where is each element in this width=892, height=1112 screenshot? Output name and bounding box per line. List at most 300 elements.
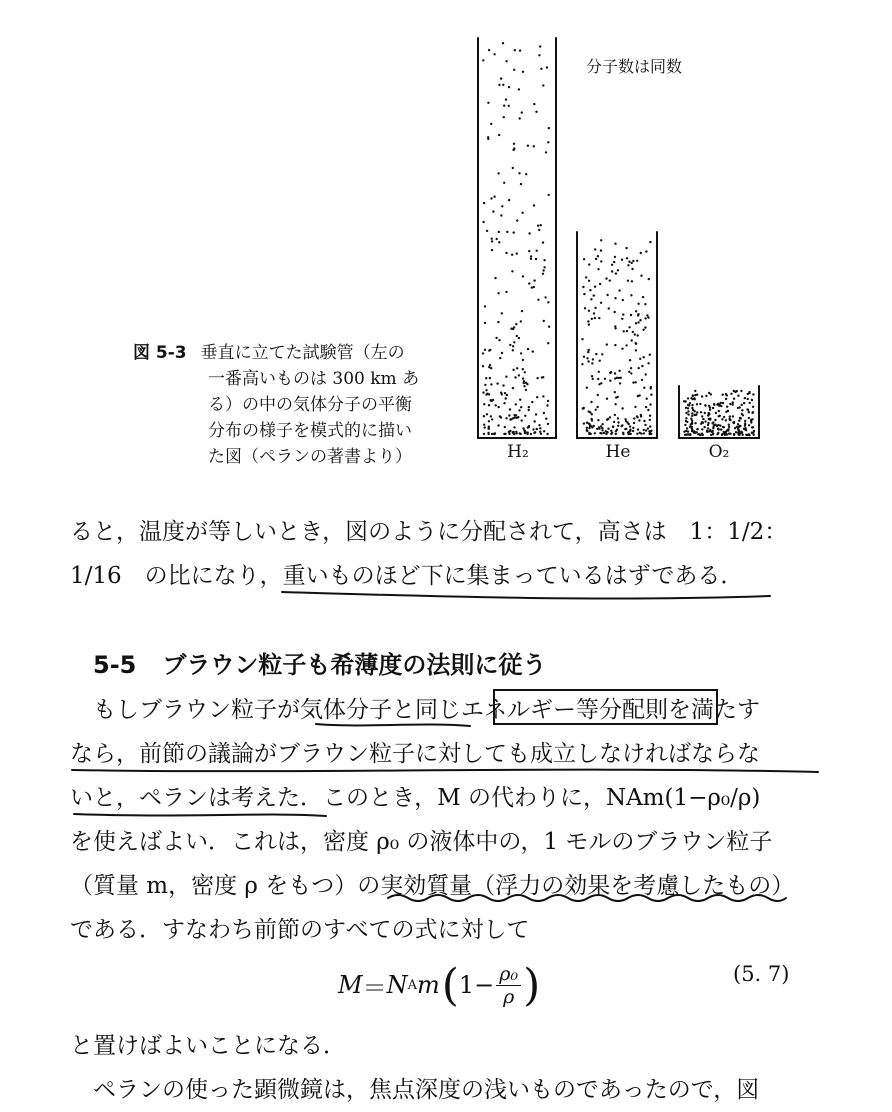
molecule-dot [511, 270, 513, 272]
molecule-dot [617, 417, 619, 419]
molecule-dot [638, 419, 640, 421]
molecule-dot [588, 310, 590, 312]
molecule-dot [499, 357, 501, 359]
molecule-dot [618, 289, 620, 291]
molecule-dot [627, 433, 629, 435]
molecule-dot [647, 409, 649, 411]
molecule-dot [712, 433, 714, 435]
molecule-dot [483, 415, 485, 417]
eq-m: m [416, 971, 440, 999]
molecule-dot [700, 411, 702, 413]
molecule-dot [701, 428, 703, 430]
molecule-dot [499, 415, 501, 417]
molecule-dot [593, 425, 595, 427]
molecule-dot [512, 369, 514, 371]
molecule-dot [518, 172, 520, 174]
molecule-dot [686, 421, 688, 423]
molecule-dot [531, 401, 533, 403]
molecule-dot [601, 429, 603, 431]
molecule-dot [632, 381, 634, 383]
molecule-dot [689, 426, 691, 428]
molecule-dot [588, 423, 590, 425]
molecule-dot [532, 350, 534, 352]
molecule-dot [547, 342, 549, 344]
molecule-dot [642, 329, 644, 331]
molecule-dot [487, 136, 489, 138]
molecule-dot [505, 60, 507, 62]
gas-label-o2: O₂ [708, 442, 730, 462]
molecule-dot [718, 405, 720, 407]
body-text-line: ると，温度が等しいとき，図のように分配されて，高さは 1：1/2： [70, 519, 788, 545]
molecule-dot [509, 344, 511, 346]
molecule-dot [711, 422, 713, 424]
molecule-dot [516, 219, 518, 221]
molecule-dot [488, 420, 490, 422]
molecule-dot [528, 409, 530, 411]
molecule-dot [521, 212, 523, 214]
molecule-dot [493, 53, 495, 55]
molecule-dot [495, 337, 497, 339]
molecule-dot [498, 406, 500, 408]
molecule-dot [533, 145, 535, 147]
molecule-dot [493, 433, 495, 435]
molecule-dot [590, 425, 592, 427]
molecule-dot [737, 432, 739, 434]
eq-equals: ＝ [362, 973, 387, 1002]
molecule-dot [594, 317, 596, 319]
molecule-dot [635, 342, 637, 344]
molecule-dot [636, 260, 638, 262]
molecule-dot [649, 241, 651, 243]
molecule-dot [591, 362, 593, 364]
molecule-dot [702, 434, 704, 436]
molecule-dot [702, 418, 704, 420]
molecule-dot [541, 376, 543, 378]
molecule-dot [649, 354, 651, 356]
molecule-dot [723, 416, 725, 418]
molecule-dot [498, 339, 500, 341]
molecule-dot [614, 327, 616, 329]
eq-lhs: M [338, 971, 363, 999]
molecule-dot [598, 428, 600, 430]
molecule-dot [513, 426, 515, 428]
molecule-dot [588, 432, 590, 434]
molecule-dot [741, 404, 743, 406]
molecule-dot [642, 296, 644, 298]
molecule-dot [518, 88, 520, 90]
molecule-dot [691, 415, 693, 417]
molecule-dot [542, 269, 544, 271]
molecule-dot [597, 419, 599, 421]
molecule-dot [648, 430, 650, 432]
molecule-dot [613, 421, 615, 423]
molecule-dot [643, 387, 645, 389]
molecule-dot [632, 331, 634, 333]
molecule-dot [597, 378, 599, 380]
molecule-dot [490, 383, 492, 385]
molecule-dot [646, 398, 648, 400]
eq-na: N [386, 971, 408, 999]
molecule-dot [546, 404, 548, 406]
molecule-dot [501, 393, 503, 395]
molecule-dot [686, 433, 688, 435]
molecule-dot [730, 393, 732, 395]
molecule-dot [643, 420, 645, 422]
molecule-dot [498, 231, 500, 233]
molecule-dot [737, 423, 739, 425]
molecule-dot [508, 431, 510, 433]
molecule-dot [583, 293, 585, 295]
eq-paren-open: ( [441, 959, 459, 1011]
molecule-dot [610, 433, 612, 435]
molecule-dot [539, 427, 541, 429]
molecule-dot [548, 194, 550, 196]
molecule-dot [631, 268, 633, 270]
molecule-dot [645, 250, 647, 252]
molecule-dot [737, 407, 739, 409]
molecule-dot [493, 196, 495, 198]
molecule-dot [732, 401, 734, 403]
molecule-dot [502, 42, 504, 44]
molecule-dot [503, 105, 505, 107]
molecule-dot [619, 382, 621, 384]
molecule-dot [744, 425, 746, 427]
molecule-dot [497, 424, 499, 426]
molecule-dot [514, 49, 516, 51]
section-title: ブラウン粒子も希薄度の法則に従う [162, 651, 547, 679]
molecule-dot [530, 258, 532, 260]
molecule-dot [585, 276, 587, 278]
molecule-dot [601, 353, 603, 355]
molecule-dot [543, 266, 545, 268]
molecule-dot [650, 394, 652, 396]
molecule-dot [743, 428, 745, 430]
eq-fraction [496, 963, 521, 1008]
molecule-dot [694, 390, 696, 392]
molecule-dot [533, 103, 535, 105]
molecule-dot [738, 425, 740, 427]
molecule-dot [718, 410, 720, 412]
figure-caption [133, 340, 453, 470]
molecule-dot [615, 396, 617, 398]
molecule-dot [621, 424, 623, 426]
molecule-dot [733, 398, 735, 400]
molecule-dot [540, 68, 542, 70]
molecule-dot [718, 415, 720, 417]
molecule-dot [482, 59, 484, 61]
molecule-dot [587, 351, 589, 353]
molecule-dot [519, 399, 521, 401]
molecule-dot [519, 432, 521, 434]
molecule-dot [547, 423, 549, 425]
molecule-dot [482, 352, 484, 354]
molecule-dot [614, 403, 616, 405]
molecule-dot [501, 312, 503, 314]
molecule-dot [615, 433, 617, 435]
molecule-dot [606, 398, 608, 400]
eq-na-sub: A [407, 977, 417, 993]
molecule-dot [639, 358, 641, 360]
molecule-dot [506, 231, 508, 233]
molecule-dot [609, 279, 611, 281]
molecule-dot [525, 389, 527, 391]
molecule-dot [588, 280, 590, 282]
molecule-dot [523, 385, 525, 387]
molecule-dot [645, 373, 647, 375]
molecule-dot [486, 230, 488, 232]
molecule-dot [694, 431, 696, 433]
molecule-dot [605, 277, 607, 279]
molecule-dot [640, 433, 642, 435]
molecule-dot [524, 415, 526, 417]
molecule-dot [641, 379, 643, 381]
molecule-dot [591, 419, 593, 421]
molecule-dot [535, 258, 537, 260]
molecule-dot [686, 427, 688, 429]
molecule-dot [490, 123, 492, 125]
molecule-dot [488, 49, 490, 51]
molecule-dot [597, 268, 599, 270]
molecule-dot [491, 433, 493, 435]
molecule-dot [626, 330, 628, 332]
molecule-dot [622, 432, 624, 434]
molecule-dot [600, 425, 602, 427]
molecule-dot [645, 406, 647, 408]
molecule-dot [490, 415, 492, 417]
molecule-dot [748, 417, 750, 419]
molecule-dot [582, 286, 584, 288]
molecule-dot [631, 339, 633, 341]
molecule-dot [594, 307, 596, 309]
molecule-dot [690, 423, 692, 425]
molecule-dot [649, 415, 651, 417]
molecule-dot [547, 301, 549, 303]
molecule-dot [485, 377, 487, 379]
molecule-dot [522, 71, 524, 73]
molecule-dot [712, 407, 714, 409]
molecule-dot [748, 424, 750, 426]
molecule-dot [687, 404, 689, 406]
molecule-dot [609, 380, 611, 382]
molecule-dot [546, 433, 548, 435]
molecule-dot [594, 432, 596, 434]
molecule-dot [696, 411, 698, 413]
caption-line: る）の中の気体分子の平衡 [208, 395, 412, 415]
molecule-dot [583, 258, 585, 260]
molecule-dot [483, 202, 485, 204]
molecule-dot [485, 393, 487, 395]
molecule-dot [508, 86, 510, 88]
molecule-dot [714, 419, 716, 421]
molecule-dot [685, 412, 687, 414]
molecule-dot [650, 433, 652, 435]
molecule-dot [505, 252, 507, 254]
molecule-dot [691, 404, 693, 406]
molecule-dot [591, 318, 593, 320]
gas-label-he: He [605, 442, 631, 462]
molecule-dot [725, 419, 727, 421]
molecule-dot [491, 418, 493, 420]
molecule-dot [635, 310, 637, 312]
molecule-dot [715, 412, 717, 414]
molecule-dot [637, 303, 639, 305]
molecule-dot [505, 376, 507, 378]
molecule-dot [626, 257, 628, 259]
figure-caption-label: 図 5-3 [133, 343, 187, 363]
molecule-dot [536, 396, 538, 398]
molecule-dot [725, 393, 727, 395]
molecule-dot [629, 430, 631, 432]
molecule-dot [496, 382, 498, 384]
molecule-dot [687, 397, 689, 399]
molecule-dot [643, 432, 645, 434]
molecule-dot [751, 426, 753, 428]
molecule-dot [542, 84, 544, 86]
molecule-dot [483, 433, 485, 435]
molecule-dot [592, 378, 594, 380]
molecule-dot [528, 282, 530, 284]
molecule-dot [543, 259, 545, 261]
molecule-dot [721, 418, 723, 420]
molecule-dot [647, 362, 649, 364]
molecule-dot [705, 395, 707, 397]
body-text-line: もしブラウン粒子が気体分子と同じエネルギー等分配則を満たす [70, 697, 760, 723]
molecule-dot [748, 391, 750, 393]
molecule-dot [590, 401, 592, 403]
molecule-dot [708, 418, 710, 420]
molecule-dot [711, 431, 713, 433]
molecule-dot [513, 143, 515, 145]
molecule-dot [517, 416, 519, 418]
molecule-dot [650, 386, 652, 388]
molecule-dot [687, 413, 689, 415]
molecule-dot [617, 269, 619, 271]
body-text-line: なら，前節の議論がブラウン粒子に対しても成立しなければならな [70, 741, 760, 767]
molecule-dot [487, 427, 489, 429]
eq-one-minus: 1− [458, 971, 495, 999]
molecule-dot [621, 407, 623, 409]
molecule-dot [630, 294, 632, 296]
gas-molecule-dots [482, 42, 755, 436]
molecule-dot [633, 422, 635, 424]
molecule-dot [647, 316, 649, 318]
molecule-dot [532, 428, 534, 430]
molecule-dot [588, 427, 590, 429]
molecule-dot [484, 305, 486, 307]
molecule-dot [722, 394, 724, 396]
body-text-line: （質量 m，密度 ρ をもつ）の実効質量（浮力の効果を考慮したもの） [70, 873, 795, 899]
molecule-dot [520, 406, 522, 408]
molecule-dot [512, 328, 514, 330]
body-text-line: と置けばよいことになる． [70, 1033, 346, 1059]
molecule-dot [636, 416, 638, 418]
molecule-dot [637, 313, 639, 315]
molecule-dot [485, 389, 487, 391]
molecule-dot [504, 426, 506, 428]
molecule-dot [709, 429, 711, 431]
body-text-line: ペランの使った顕微鏡は，焦点深度の浅いものであったので，図 [70, 1077, 760, 1103]
molecule-dot [483, 403, 485, 405]
molecule-dot [583, 422, 585, 424]
molecule-dot [722, 426, 724, 428]
molecule-dot [598, 371, 600, 373]
molecule-dot [547, 141, 549, 143]
molecule-dot [512, 345, 514, 347]
molecule-dot [516, 252, 518, 254]
molecule-dot [704, 420, 706, 422]
molecule-dot [684, 434, 686, 436]
molecule-dot [482, 391, 484, 393]
molecule-dot [586, 427, 588, 429]
molecule-dot [643, 356, 645, 358]
molecule-dot [581, 363, 583, 365]
molecule-dot [615, 430, 617, 432]
molecule-dot [622, 313, 624, 315]
molecule-dot [687, 407, 689, 409]
molecule-dot [514, 416, 516, 418]
molecule-dot [753, 430, 755, 432]
molecule-dot [721, 434, 723, 436]
molecule-dot [524, 432, 526, 434]
molecule-dot [482, 221, 484, 223]
molecule-dot [737, 395, 739, 397]
molecule-dot [498, 241, 500, 243]
molecule-dot [747, 398, 749, 400]
molecule-dot [728, 433, 730, 435]
molecule-dot [589, 289, 591, 291]
molecule-dot [614, 256, 616, 258]
molecule-dot [640, 275, 642, 277]
molecule-dot [487, 432, 489, 434]
molecule-dot [487, 102, 489, 104]
molecule-dot [640, 415, 642, 417]
equation-5-7 [338, 955, 540, 1015]
molecule-dot [588, 349, 590, 351]
caption-line: 一番高いものは 300 km あ [208, 369, 420, 389]
molecule-dot [513, 433, 515, 435]
molecule-dot [545, 151, 547, 153]
molecule-dot [631, 280, 633, 282]
molecule-dot [533, 279, 535, 281]
molecule-dot [621, 318, 623, 320]
molecule-dot [496, 238, 498, 240]
molecule-dot [741, 413, 743, 415]
molecule-dot [694, 422, 696, 424]
molecule-dot [606, 294, 608, 296]
molecule-dot [606, 431, 608, 433]
molecule-dot [644, 317, 646, 319]
molecule-dot [489, 377, 491, 379]
molecule-dot [622, 299, 624, 301]
equation-number: (5. 7) [733, 962, 790, 986]
molecule-dot [716, 425, 718, 427]
molecule-dot [636, 433, 638, 435]
molecule-dot [486, 413, 488, 415]
molecule-dot [521, 310, 523, 312]
molecule-dot [720, 428, 722, 430]
molecule-dot [685, 430, 687, 432]
molecule-dot [547, 400, 549, 402]
molecule-dot [613, 261, 615, 263]
molecule-dot [684, 424, 686, 426]
molecule-dot [528, 232, 530, 234]
molecule-dot [615, 272, 617, 274]
section-number: 5-5 [93, 651, 137, 679]
molecule-dot [694, 414, 696, 416]
molecule-dot [530, 433, 532, 435]
molecule-dot [513, 147, 515, 149]
molecule-dot [542, 241, 544, 243]
